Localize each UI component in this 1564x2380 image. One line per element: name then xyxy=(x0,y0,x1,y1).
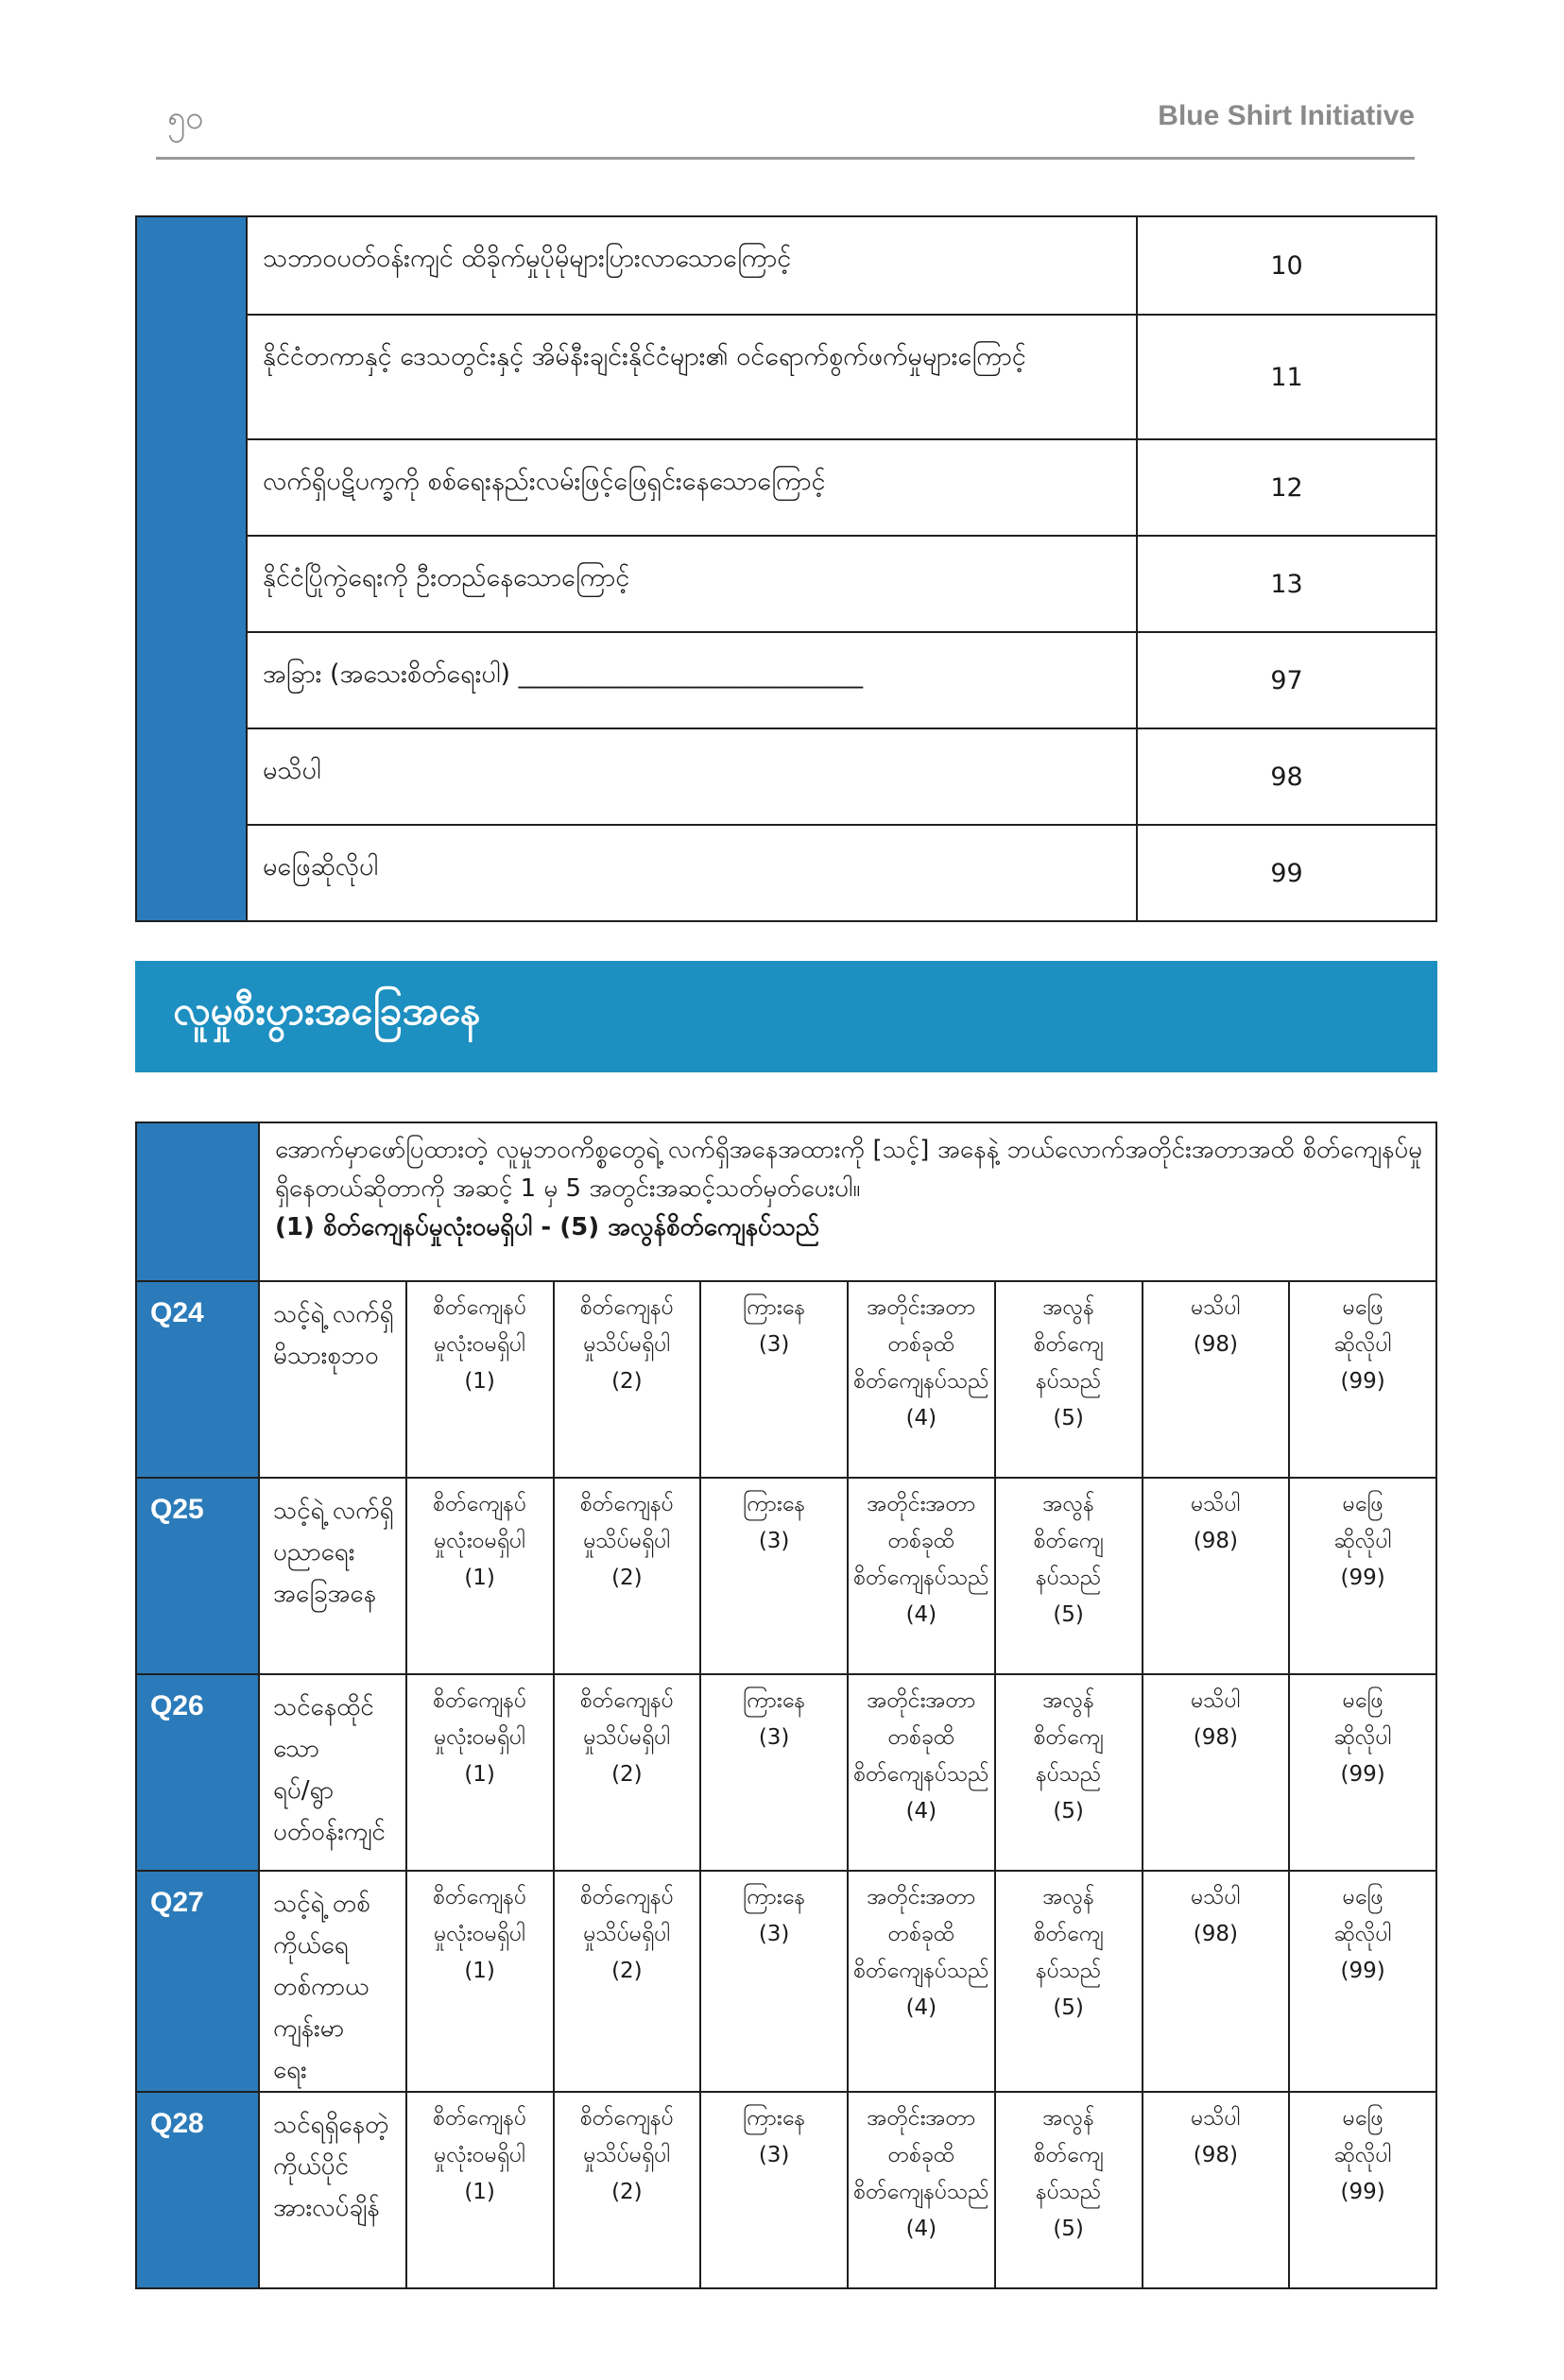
answer-option-line: အတိုင်းအတာ xyxy=(867,1885,976,1909)
answer-option-line: (99) xyxy=(1340,2180,1385,2204)
table-row xyxy=(136,315,1436,439)
answer-option-line: စိတ်ကျေနပ် xyxy=(433,1885,527,1909)
answer-option-line: နပ်သည် xyxy=(1035,2180,1102,2204)
option-code: 98 xyxy=(1137,728,1436,825)
answer-option-line: မှုလုံးဝမရှိပါ xyxy=(434,1332,526,1357)
question-id: Q25 xyxy=(136,1478,259,1674)
option-text: နိုင်ငံတကာနှင့် ဒေသတွင်းနှင့် အိမ်နီးချင်းနိုင်ငံများ၏ ဝင်ရောက်စွက်ဖက်မှုများကြောင့် xyxy=(247,315,1137,439)
option-code: 97 xyxy=(1137,632,1436,728)
option-text: လက်ရှိပဋိပက္ခကို စစ်ရေးနည်းလမ်းဖြင့်ဖြေရှင်းနေသောကြောင့် xyxy=(247,439,1137,536)
answer-option-4[interactable] xyxy=(848,2092,995,2288)
answer-option-line: နပ်သည် xyxy=(1035,1762,1102,1787)
question-id: Q27 xyxy=(136,1871,259,2092)
answer-option-6[interactable] xyxy=(1143,1871,1290,2092)
answer-option-1[interactable] xyxy=(406,1478,554,1674)
answer-option-line: မဖြေ xyxy=(1342,1492,1384,1516)
answer-option-line: မဖြေ xyxy=(1342,1885,1384,1909)
answer-option-line: (4) xyxy=(905,2217,937,2241)
table-row xyxy=(136,728,1436,825)
answer-option-6[interactable] xyxy=(1143,2092,1290,2288)
answer-option-line: (2) xyxy=(611,1369,643,1394)
section-title: လူမှုစီးပွားအခြေအနေ xyxy=(173,987,481,1034)
answer-option-line: (2) xyxy=(611,1762,643,1787)
question-id: Q24 xyxy=(136,1281,259,1478)
option-code: 11 xyxy=(1137,315,1436,439)
answer-option-line: (99) xyxy=(1340,1369,1385,1394)
answer-option-line: (3) xyxy=(758,1725,790,1750)
section-banner xyxy=(135,961,1437,1072)
answer-option-line: (1) xyxy=(464,2180,495,2204)
answer-option-line: (2) xyxy=(611,1959,643,1983)
answer-option-line: စိတ်ကျေ xyxy=(1033,2143,1104,2167)
answer-option-line: မှုလုံးဝမရှိပါ xyxy=(434,2143,526,2167)
answer-option-line: တစ်ခုထိ xyxy=(887,1529,955,1553)
table-row xyxy=(136,1871,1436,2092)
question-id: Q28 xyxy=(136,2092,259,2288)
answer-option-5[interactable] xyxy=(995,1281,1143,1478)
answer-option-line: အလွန် xyxy=(1042,1688,1094,1713)
option-text: မဖြေဆိုလိုပါ xyxy=(247,825,1137,921)
answer-option-line: ကြားနေ xyxy=(743,2106,806,2131)
answer-option-line: ဆိုလိုပါ xyxy=(1333,1725,1392,1750)
question-label-line: သင့်ရဲ့ တစ်ကိုယ်ရေ xyxy=(273,1890,370,1960)
table-row xyxy=(136,632,1436,728)
answer-option-3[interactable] xyxy=(700,1871,848,2092)
answer-option-line: အတိုင်းအတာ xyxy=(867,1492,976,1516)
answer-option-line: (3) xyxy=(758,2143,790,2167)
answer-option-line: ကြားနေ xyxy=(743,1492,806,1516)
table-row xyxy=(136,216,1436,315)
answer-option-line: (99) xyxy=(1340,1566,1385,1590)
answer-option-2[interactable] xyxy=(554,1281,701,1478)
answer-option-line: မှုလုံးဝမရှိပါ xyxy=(434,1922,526,1946)
instruction-cell xyxy=(259,1122,1436,1281)
answer-option-line: အတိုင်းအတာ xyxy=(867,1295,976,1320)
answer-option-line: (98) xyxy=(1193,1529,1238,1553)
answer-option-7[interactable] xyxy=(1289,1871,1436,2092)
answer-option-6[interactable] xyxy=(1143,1674,1290,1871)
answer-option-line: အလွန် xyxy=(1042,2106,1094,2131)
answer-option-line: မှုသိပ်မရှိပါ xyxy=(583,2143,671,2167)
table-row xyxy=(136,536,1436,632)
question-label-line: ကိုယ်ပိုင် xyxy=(273,2152,349,2181)
answer-option-line: မှုသိပ်မရှိပါ xyxy=(583,1922,671,1946)
answer-option-line: မသိပါ xyxy=(1191,1492,1241,1516)
answer-option-line: တစ်ခုထိ xyxy=(887,1725,955,1750)
answer-option-line: စိတ်ကျေနပ် xyxy=(433,1688,527,1713)
answer-option-line: (1) xyxy=(464,1566,495,1590)
answer-option-2[interactable] xyxy=(554,2092,701,2288)
answer-option-6[interactable] xyxy=(1143,1281,1290,1478)
answer-option-line: နပ်သည် xyxy=(1035,1566,1102,1590)
answer-option-line: စိတ်ကျေနပ် xyxy=(433,1492,527,1516)
answer-option-line: (5) xyxy=(1053,1799,1084,1824)
instruction-row xyxy=(136,1122,1436,1281)
answer-option-line: (2) xyxy=(611,1566,643,1590)
answer-option-line: (3) xyxy=(758,1529,790,1553)
option-code: 12 xyxy=(1137,439,1436,536)
answer-option-line: စိတ်ကျေနပ်သည် xyxy=(853,2180,989,2204)
table-row xyxy=(136,1674,1436,1871)
answer-option-3[interactable] xyxy=(700,1281,848,1478)
answer-option-line: (98) xyxy=(1193,1332,1238,1357)
answer-option-4[interactable] xyxy=(848,1281,995,1478)
answer-option-4[interactable] xyxy=(848,1478,995,1674)
answer-option-line: ဆိုလိုပါ xyxy=(1333,1529,1392,1553)
question-label-line: သင်နေထိုင်သော xyxy=(273,1693,374,1763)
answer-option-line: (3) xyxy=(758,1922,790,1946)
question-label-line: ရေး xyxy=(273,2056,307,2084)
answer-option-line: စိတ်ကျေနပ် xyxy=(579,1688,674,1713)
question-label xyxy=(259,1871,406,2092)
option-text: သဘာဝပတ်ဝန်းကျင် ထိခိုက်မှုပိုမိုများပြားလာသောကြောင့် xyxy=(247,216,1137,315)
answer-option-3[interactable] xyxy=(700,1674,848,1871)
question-label-line: သင့်ရဲ့ လက်ရှိ xyxy=(273,1300,394,1328)
answer-option-line: စိတ်ကျေနပ်သည် xyxy=(853,1369,989,1394)
answer-option-line: ကြားနေ xyxy=(743,1885,806,1909)
question-label xyxy=(259,1674,406,1871)
question-label xyxy=(259,1281,406,1478)
answer-option-4[interactable] xyxy=(848,1871,995,2092)
answer-option-5[interactable] xyxy=(995,1674,1143,1871)
page-header xyxy=(156,91,1415,160)
answer-option-line: စိတ်ကျေ xyxy=(1033,1332,1104,1357)
table-row xyxy=(136,2092,1436,2288)
answer-option-line: နပ်သည် xyxy=(1035,1369,1102,1394)
answer-option-1[interactable] xyxy=(406,1281,554,1478)
answer-option-line: စိတ်ကျေနပ် xyxy=(579,1295,674,1320)
answer-option-5[interactable] xyxy=(995,1871,1143,2092)
question-label-line: ပညာရေး xyxy=(273,1538,355,1567)
answer-option-2[interactable] xyxy=(554,1871,701,2092)
answer-option-line: စိတ်ကျေ xyxy=(1033,1529,1104,1553)
answer-option-7[interactable] xyxy=(1289,1281,1436,1478)
answer-option-line: ကြားနေ xyxy=(743,1295,806,1320)
option-code: 10 xyxy=(1137,216,1436,315)
answer-option-line: စိတ်ကျေနပ်သည် xyxy=(853,1959,989,1983)
answer-option-line: မှုလုံးဝမရှိပါ xyxy=(434,1725,526,1750)
answer-option-line: (5) xyxy=(1053,2217,1084,2241)
answer-option-line: (98) xyxy=(1193,1725,1238,1750)
answer-option-line: စိတ်ကျေနပ်သည် xyxy=(853,1762,989,1787)
answer-option-3[interactable] xyxy=(700,2092,848,2288)
answer-option-line: (4) xyxy=(905,1602,937,1627)
answer-option-line: ကြားနေ xyxy=(743,1688,806,1713)
question-label xyxy=(259,1478,406,1674)
answer-option-line: (98) xyxy=(1193,1922,1238,1946)
table-row xyxy=(136,825,1436,921)
answer-option-line: နပ်သည် xyxy=(1035,1959,1102,1983)
answer-option-2[interactable] xyxy=(554,1478,701,1674)
answer-option-line: (4) xyxy=(905,1995,937,2020)
option-text: မသိပါ xyxy=(247,728,1137,825)
answer-option-1[interactable] xyxy=(406,1871,554,2092)
option-text: နိုင်ငံပြိုကွဲရေးကို ဦးတည်နေသောကြောင့် xyxy=(247,536,1137,632)
answer-option-7[interactable] xyxy=(1289,2092,1436,2288)
answer-option-line: တစ်ခုထိ xyxy=(887,1332,955,1357)
option-code: 99 xyxy=(1137,825,1436,921)
answer-option-line: အလွန် xyxy=(1042,1295,1094,1320)
option-code: 13 xyxy=(1137,536,1436,632)
answer-option-line: (2) xyxy=(611,2180,643,2204)
answer-option-line: (1) xyxy=(464,1369,495,1394)
answer-option-line: (5) xyxy=(1053,1602,1084,1627)
answer-option-line: အတိုင်းအတာ xyxy=(867,1688,976,1713)
answer-option-5[interactable] xyxy=(995,2092,1143,2288)
answer-option-line: မဖြေ xyxy=(1342,1295,1384,1320)
satisfaction-question-table xyxy=(135,1122,1437,2289)
question-label-line: အခြေအနေ xyxy=(273,1580,376,1608)
blue-header-cell xyxy=(136,1122,259,1281)
answer-option-3[interactable] xyxy=(700,1478,848,1674)
answer-option-line: စိတ်ကျေနပ် xyxy=(433,2106,527,2131)
answer-option-line: စိတ်ကျေနပ် xyxy=(579,1885,674,1909)
answer-option-line: (4) xyxy=(905,1406,937,1430)
answer-option-line: (1) xyxy=(464,1762,495,1787)
answer-option-line: တစ်ခုထိ xyxy=(887,1922,955,1946)
answer-option-line: အတိုင်းအတာ xyxy=(867,2106,976,2131)
answer-option-line: (3) xyxy=(758,1332,790,1357)
answer-option-line: မှုသိပ်မရှိပါ xyxy=(583,1725,671,1750)
answer-option-line: (5) xyxy=(1053,1406,1084,1430)
answer-option-line: မသိပါ xyxy=(1191,1688,1241,1713)
answer-option-line: အလွန် xyxy=(1042,1492,1094,1516)
answer-option-2[interactable] xyxy=(554,1674,701,1871)
question-id: Q26 xyxy=(136,1674,259,1871)
answer-option-line: စိတ်ကျေနပ် xyxy=(579,1492,674,1516)
table-row xyxy=(136,1281,1436,1478)
option-text: အခြား (အသေးစိတ်ရေးပါ) ___________________________ xyxy=(247,632,1137,728)
organization-name: Blue Shirt Initiative xyxy=(1158,100,1415,131)
answer-option-line: စိတ်ကျေနပ်သည် xyxy=(853,1566,989,1590)
answer-option-line: စိတ်ကျေနပ် xyxy=(579,2106,674,2131)
answer-option-1[interactable] xyxy=(406,1674,554,1871)
answer-option-line: မဖြေ xyxy=(1342,2106,1384,2131)
answer-option-7[interactable] xyxy=(1289,1674,1436,1871)
question-label-line: ရပ်/ရွာပတ်ဝန်းကျင် xyxy=(273,1776,386,1846)
answer-option-4[interactable] xyxy=(848,1674,995,1871)
answer-option-line: အလွန် xyxy=(1042,1885,1094,1909)
instruction-scale: (1) စိတ်ကျေနပ်မှုလုံးဝမရှိပါ - (5) အလွန်စိတ်ကျေနပ်သည် xyxy=(275,1213,820,1241)
page-number: ၅၀ xyxy=(167,99,204,137)
answer-option-line: (98) xyxy=(1193,2143,1238,2167)
answer-option-line: ဆိုလိုပါ xyxy=(1333,1332,1392,1357)
answer-option-7[interactable] xyxy=(1289,1478,1436,1674)
answer-option-line: စိတ်ကျေ xyxy=(1033,1725,1104,1750)
answer-option-line: မဖြေ xyxy=(1342,1688,1384,1713)
answer-option-line: မှုလုံးဝမရှိပါ xyxy=(434,1529,526,1553)
answer-option-line: မှုသိပ်မရှိပါ xyxy=(583,1332,671,1357)
question-label-line: တစ်ကာယကျန်းမာ xyxy=(273,1973,370,2043)
answer-option-line: မှုသိပ်မရှိပါ xyxy=(583,1529,671,1553)
answer-option-line: (5) xyxy=(1053,1995,1084,2020)
answer-option-line: ဆိုလိုပါ xyxy=(1333,1922,1392,1946)
answer-option-line: (99) xyxy=(1340,1959,1385,1983)
question-label-line: သင်ရရှိနေတဲ့ xyxy=(273,2111,389,2139)
answer-option-line: မသိပါ xyxy=(1191,1885,1241,1909)
answer-option-line: (4) xyxy=(905,1799,937,1824)
response-code-table xyxy=(135,215,1437,922)
answer-option-line: (99) xyxy=(1340,1762,1385,1787)
answer-option-line: မသိပါ xyxy=(1191,1295,1241,1320)
table-row xyxy=(136,439,1436,536)
answer-option-1[interactable] xyxy=(406,2092,554,2288)
question-label-line: သင့်ရဲ့ လက်ရှိ xyxy=(273,1497,394,1525)
answer-option-6[interactable] xyxy=(1143,1478,1290,1674)
answer-option-line: စိတ်ကျေနပ် xyxy=(433,1295,527,1320)
answer-option-line: မသိပါ xyxy=(1191,2106,1241,2131)
instruction-text: အောက်မှာဖော်ပြထားတဲ့ လူမှုဘဝကိစ္စတွေရဲ့ လက်ရှိအနေအထားကို [သင့်] အနေနဲ့ ဘယ်လောက်အတိုင်းအတာအထိ စိတ်ကျေနပ်မှုရှိနေတယ်ဆိုတာကို အဆင့် 1 မှ 5 အတွင်းအဆင့်သတ်မှတ်ပေးပါ။ xyxy=(275,1136,1422,1203)
question-label xyxy=(259,2092,406,2288)
table-row xyxy=(136,1478,1436,1674)
question-label-line: အားလပ်ချိန် xyxy=(273,2194,380,2222)
answer-option-5[interactable] xyxy=(995,1478,1143,1674)
answer-option-line: တစ်ခုထိ xyxy=(887,2143,955,2167)
answer-option-line: ဆိုလိုပါ xyxy=(1333,2143,1392,2167)
answer-option-line: (1) xyxy=(464,1959,495,1983)
blue-side-bar xyxy=(136,216,247,921)
answer-option-line: စိတ်ကျေ xyxy=(1033,1922,1104,1946)
question-label-line: မိသားစုဘဝ xyxy=(273,1342,379,1370)
